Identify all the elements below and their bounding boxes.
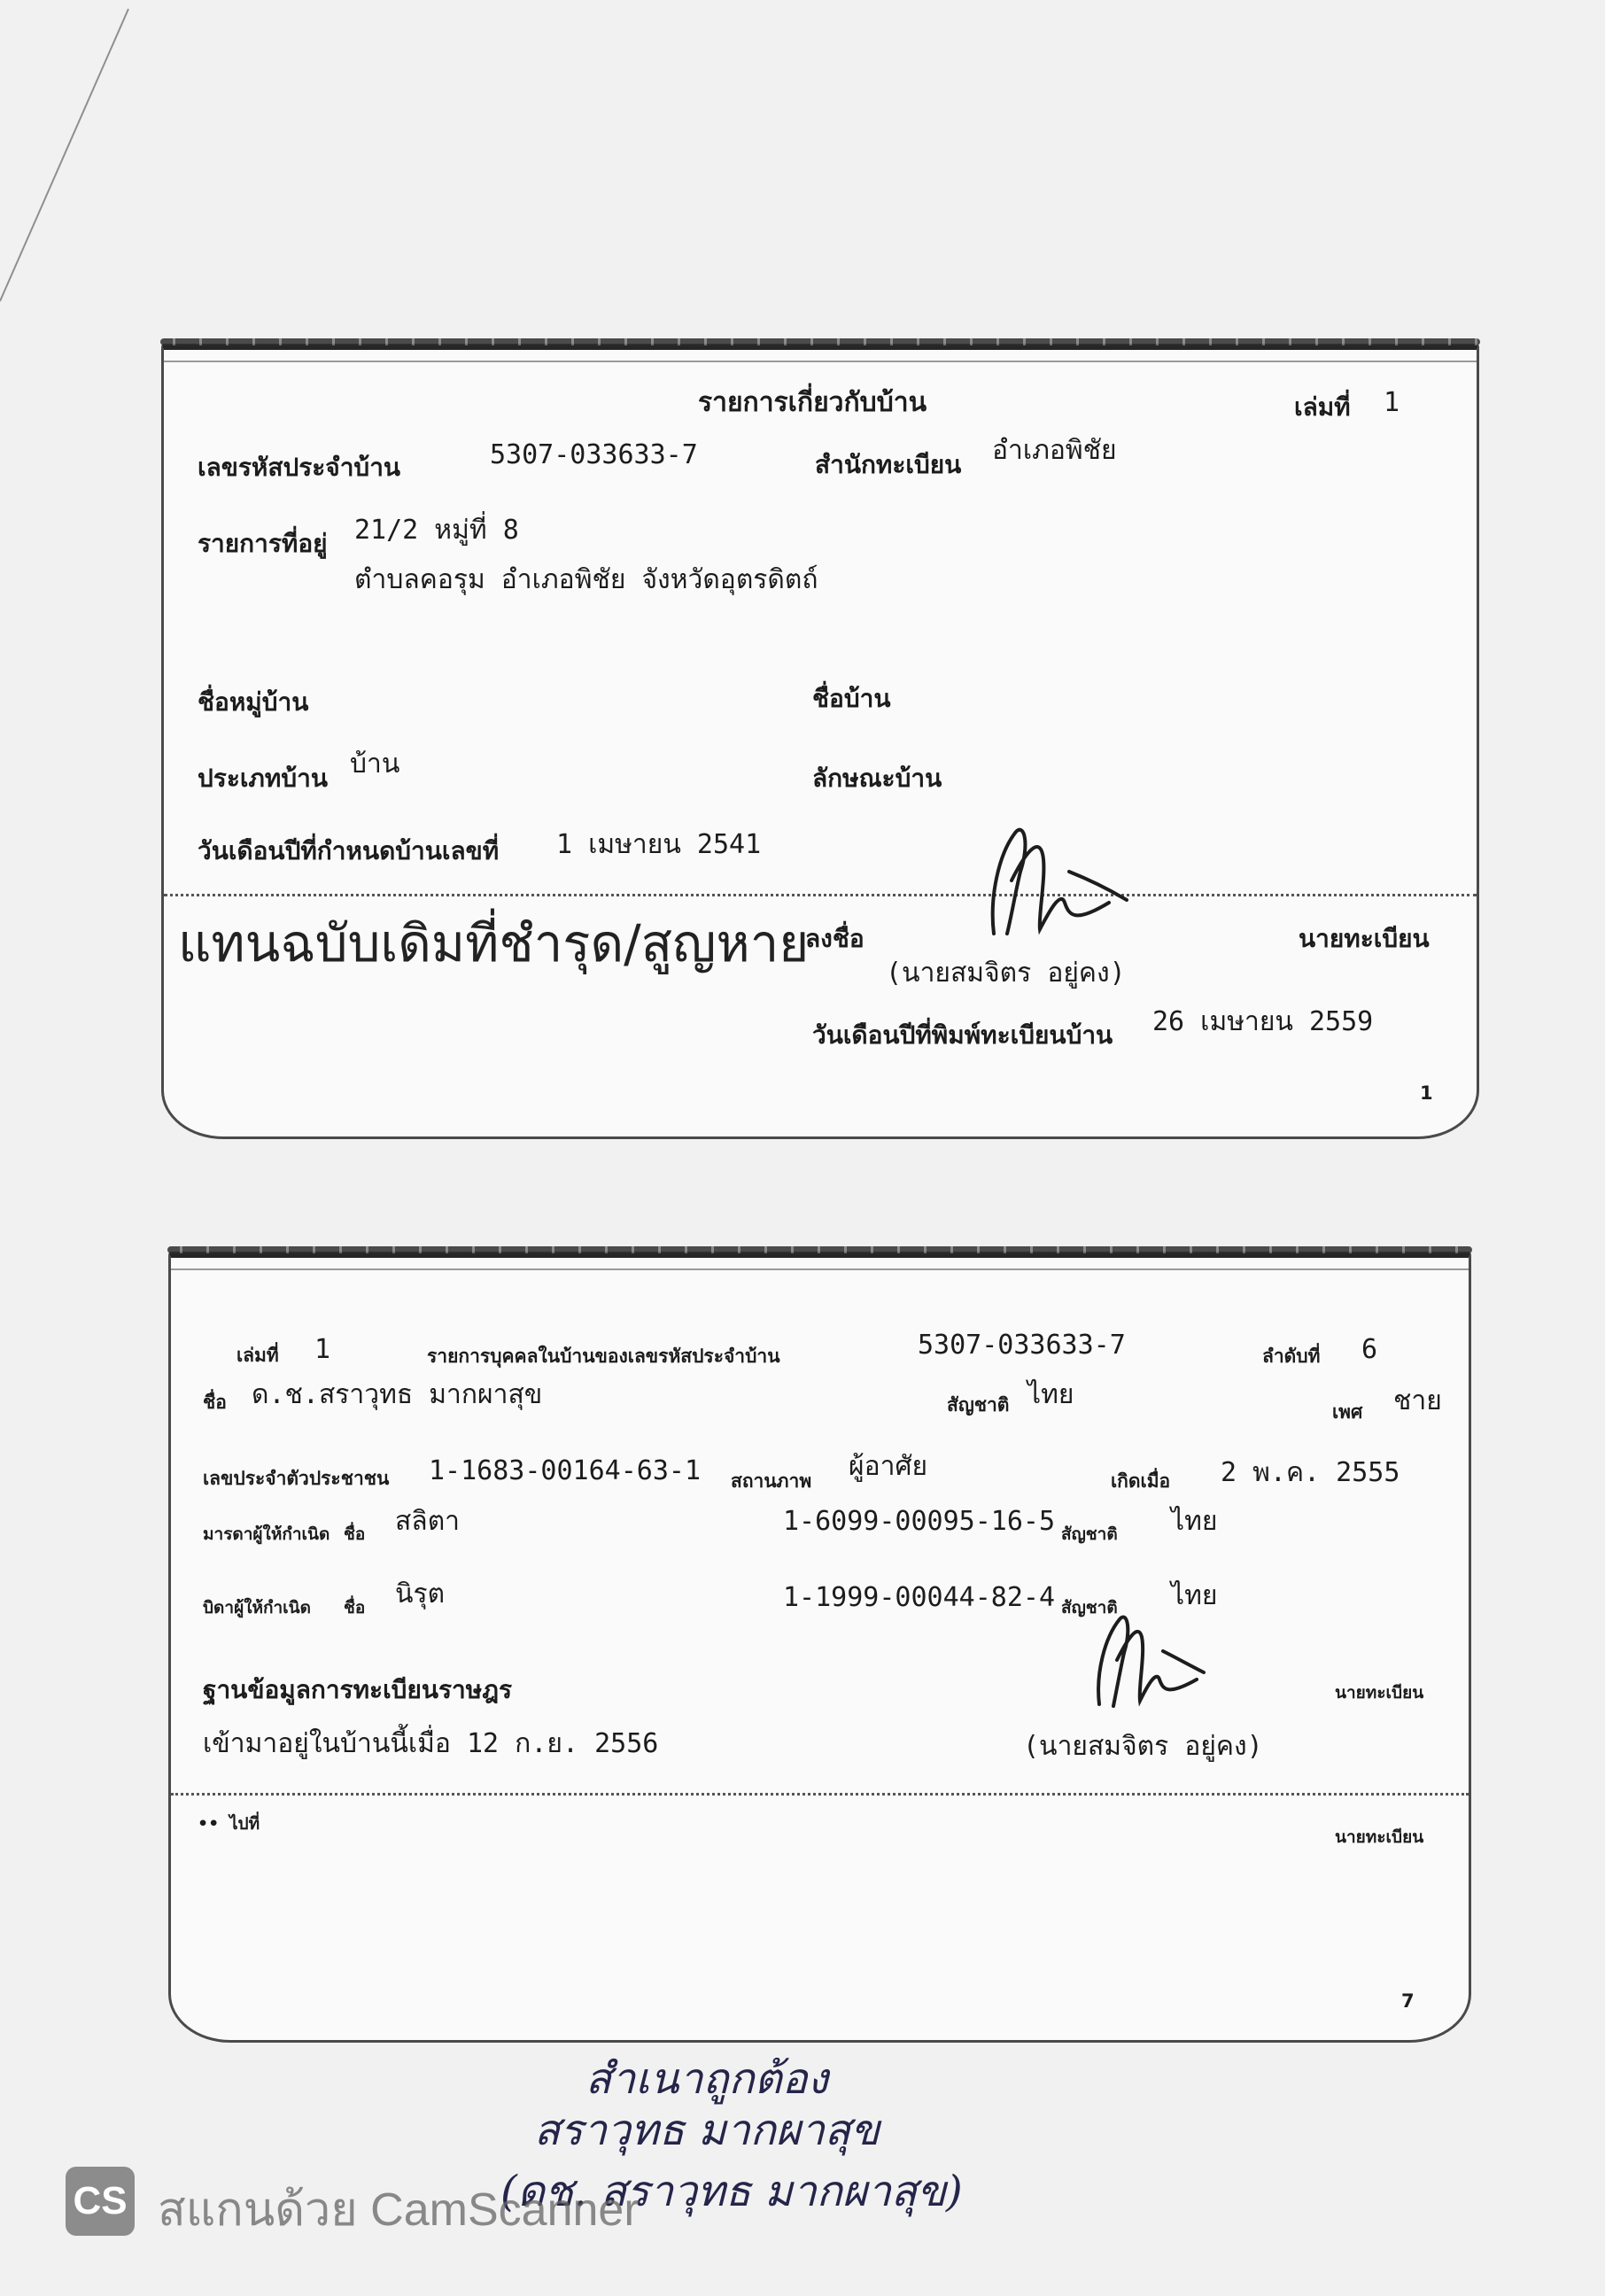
sex-label: เพศ xyxy=(1332,1401,1363,1423)
sequence-number: 6 xyxy=(1361,1334,1378,1365)
book-number: 1 xyxy=(1384,387,1400,418)
name-label: ชื่อ xyxy=(203,1392,227,1413)
id-number: 1-1683-00164-63-1 xyxy=(429,1455,702,1486)
father-name: นิรุต xyxy=(395,1578,446,1610)
father-label: บิดาผู้ให้กำเนิด xyxy=(203,1598,311,1617)
address-line-2: ตำบลคอรุม อำเภอพิชัย จังหวัดอุตรดิตถ์ xyxy=(354,564,818,595)
mother-name-label: ชื่อ xyxy=(344,1524,366,1544)
replacement-stamp: แทนฉบับเดิมที่ชำรุด/สูญหาย xyxy=(178,913,810,973)
scanner-watermark: สแกนด้วย CamScanner xyxy=(158,2184,640,2236)
moved-out-marker: •• xyxy=(198,1814,220,1834)
print-date: 26 เมษายน 2559 xyxy=(1152,1006,1374,1037)
mother-nationality-label: สัญชาติ xyxy=(1061,1524,1118,1544)
signed-label: ลงชื่อ xyxy=(805,924,865,953)
house-details-card xyxy=(161,344,1479,1139)
birth-label: เกิดเมื่อ xyxy=(1111,1470,1171,1492)
camscanner-logo-icon: CS xyxy=(66,2167,135,2236)
dotted-divider xyxy=(171,1793,1469,1796)
moved-out-label: ไปที่ xyxy=(229,1814,260,1834)
person-list-heading: รายการบุคคลในบ้านของเลขรหัสประจำบ้าน xyxy=(427,1346,780,1367)
father-nationality: ไทย xyxy=(1171,1580,1218,1611)
mother-nationality: ไทย xyxy=(1171,1506,1218,1537)
status-label: สถานภาพ xyxy=(731,1470,812,1492)
moved-out-registrar-title: นายทะเบียน xyxy=(1335,1827,1424,1847)
id-label: เลขประจำตัวประชาชน xyxy=(203,1468,390,1489)
house-code: 5307-033633-7 xyxy=(918,1330,1126,1361)
house-type: บ้าน xyxy=(350,749,400,780)
house-code-label: เลขรหัสประจำบ้าน xyxy=(198,453,401,482)
house-character-label: ลักษณะบ้าน xyxy=(812,764,942,793)
person-name: ด.ช.สราวุทธ มากผาสุข xyxy=(252,1379,543,1410)
address-label: รายการที่อยู่ xyxy=(198,529,328,558)
page-number: 1 xyxy=(1420,1082,1433,1104)
book-label: เล่มที่ xyxy=(1294,392,1351,422)
nationality: ไทย xyxy=(1027,1379,1074,1410)
registrar-name: (นายสมจิตร อยู่คง) xyxy=(886,958,1126,989)
dotted-divider xyxy=(164,894,1477,896)
father-nationality-label: สัญชาติ xyxy=(1061,1598,1118,1617)
number-assigned-date: 1 เมษายน 2541 xyxy=(556,829,762,860)
address-line-1: 21/2 หมู่ที่ 8 xyxy=(354,515,519,546)
registrar-signature xyxy=(1089,1607,1206,1712)
mother-name: สลิตา xyxy=(395,1506,461,1537)
book-number: 1 xyxy=(314,1334,331,1365)
card-title: รายการเกี่ยวกับบ้าน xyxy=(698,387,927,418)
house-code: 5307-033633-7 xyxy=(490,439,698,470)
sex: ชาย xyxy=(1393,1385,1442,1416)
nationality-label: สัญชาติ xyxy=(947,1394,1010,1416)
registrar-title: นายทะเบียน xyxy=(1299,924,1430,953)
book-label: เล่มที่ xyxy=(236,1345,279,1366)
mother-id-number: 1-6099-00095-16-5 xyxy=(783,1506,1056,1537)
certified-copy-note: สำเนาถูกต้อง xyxy=(585,2054,828,2104)
house-type-label: ประเภทบ้าน xyxy=(198,764,328,793)
page-number: 7 xyxy=(1401,1990,1415,2012)
father-name-label: ชื่อ xyxy=(344,1598,366,1617)
registry-office: อำเภอพิชัย xyxy=(992,435,1117,466)
registrar-name: (นายสมจิตร อยู่คง) xyxy=(1023,1731,1263,1762)
mother-label: มารดาผู้ให้กำเนิด xyxy=(203,1524,330,1544)
card-top-edge xyxy=(160,338,1480,345)
sequence-label: ลำดับที่ xyxy=(1262,1346,1321,1367)
birth-date: 2 พ.ค. 2555 xyxy=(1221,1457,1400,1488)
person-details-card xyxy=(168,1252,1471,2043)
father-id-number: 1-1999-00044-82-4 xyxy=(783,1582,1056,1613)
registrar-title: นายทะเบียน xyxy=(1335,1683,1424,1703)
house-name-label: ชื่อบ้าน xyxy=(812,684,891,713)
status: ผู้อาศัย xyxy=(849,1451,928,1482)
paper-fold-line xyxy=(0,0,142,310)
handwritten-printed-name: (ดช. สราวุทธ มากผาสุข) xyxy=(500,2167,963,2216)
registrar-signature xyxy=(976,818,1130,943)
number-assigned-date-label: วันเดือนปีที่กำหนดบ้านเลขที่ xyxy=(198,836,500,865)
registry-office-label: สำนักทะเบียน xyxy=(815,450,962,479)
print-date-label: วันเดือนปีที่พิมพ์ทะเบียนบ้าน xyxy=(812,1020,1113,1050)
village-name-label: ชื่อหมู่บ้าน xyxy=(198,687,309,717)
source-label: ฐานข้อมูลการทะเบียนราษฎร xyxy=(203,1675,513,1704)
handwritten-signature: สราวุทธ มากผาสุข xyxy=(534,2106,880,2155)
moved-in-date: เข้ามาอยู่ในบ้านนี้เมื่อ 12 ก.ย. 2556 xyxy=(203,1728,659,1759)
card-top-edge xyxy=(167,1246,1472,1253)
